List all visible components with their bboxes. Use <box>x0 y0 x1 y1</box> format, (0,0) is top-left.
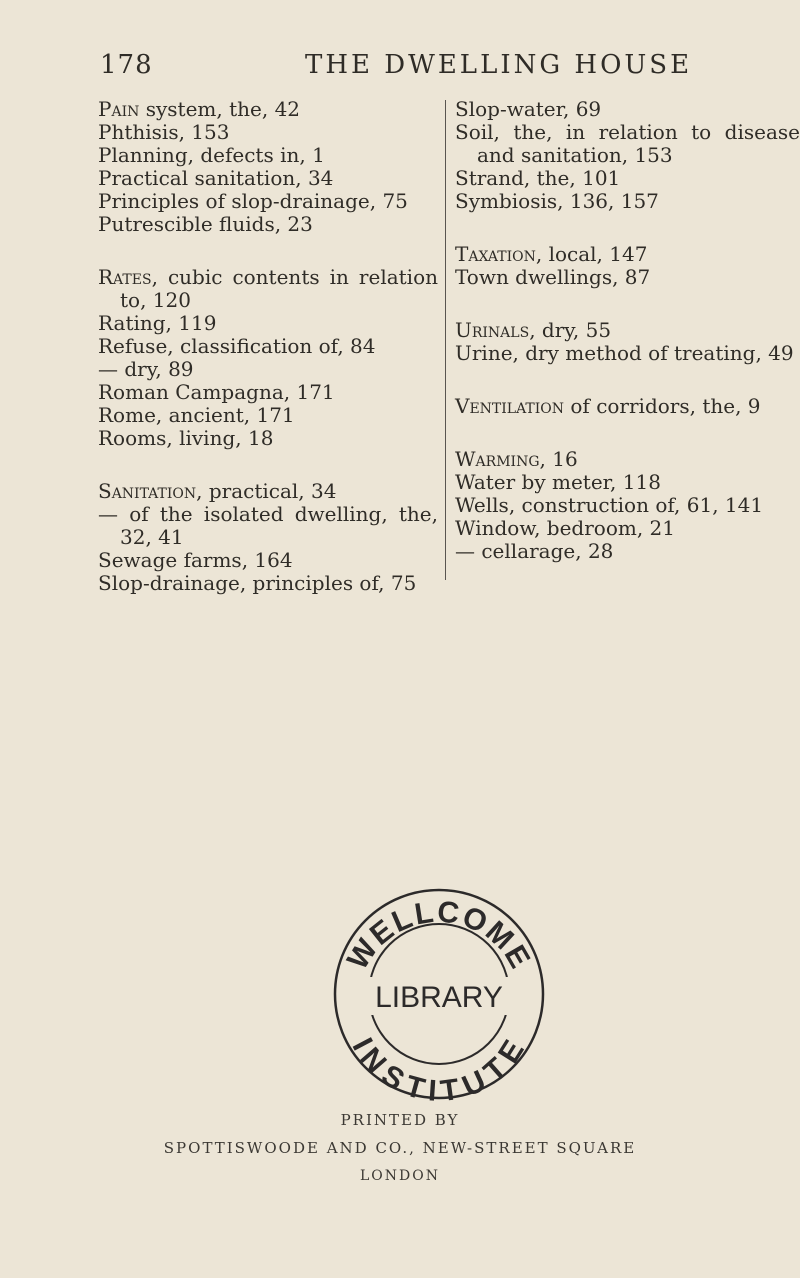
index-entry <box>455 266 800 289</box>
index-group <box>98 98 438 236</box>
index-entry <box>98 549 438 572</box>
index-entry <box>455 471 800 494</box>
index-entry-text: Slop-drainage, principles of, 75 <box>98 571 417 595</box>
index-entry-text: Rooms, living, 18 <box>98 426 274 450</box>
index-entry-text: system, the, 42 <box>139 97 301 121</box>
index-entry <box>98 381 438 404</box>
index-entry-lead: Sanitation <box>98 479 197 503</box>
index-group <box>455 395 800 418</box>
index-entry <box>98 213 438 236</box>
imprint-line-3: LONDON <box>360 1168 440 1184</box>
running-title: THE DWELLING HOUSE <box>305 50 693 80</box>
index-entry <box>98 266 438 312</box>
index-entry-text: , dry, 55 <box>529 318 612 342</box>
index-entry-text: of corridors, the, 9 <box>564 394 761 418</box>
index-entry-text: Refuse, classification of, 84 <box>98 334 376 358</box>
index-entry-text: Town dwellings, 87 <box>455 265 651 289</box>
index-entry-lead: Rates <box>98 265 152 289</box>
index-entry-lead: Taxation <box>455 242 536 266</box>
index-entry-text: Putrescible fluids, 23 <box>98 212 313 236</box>
index-entry-lead: Urinals <box>455 318 530 342</box>
index-column-left <box>98 98 438 625</box>
index-entry <box>455 121 800 167</box>
index-entry-text: , 16 <box>539 447 578 471</box>
index-entry <box>98 167 438 190</box>
index-entry-text: Urine, dry method of treating, 49 <box>455 341 794 365</box>
index-entry <box>98 335 438 358</box>
index-entry <box>98 572 438 595</box>
index-entry-lead: Warming <box>455 447 540 471</box>
index-entry-text: Phthisis, 153 <box>98 120 230 144</box>
index-entry-text: Rome, ancient, 171 <box>98 403 295 427</box>
index-entry-text: Soil, the, in relation to disease and sanitation, 153 <box>455 120 800 167</box>
index-entry-text: Practical sanitation, 34 <box>98 166 334 190</box>
index-column-right <box>455 98 800 593</box>
index-entry-text: , local, 147 <box>535 242 648 266</box>
index-group <box>98 480 438 595</box>
index-entry <box>98 427 438 450</box>
library-stamp <box>330 885 548 1103</box>
index-entry <box>98 358 438 381</box>
index-entry-text: Slop-water, 69 <box>455 97 602 121</box>
column-divider <box>445 100 446 580</box>
index-entry-text: Rating, 119 <box>98 311 217 335</box>
index-entry <box>455 540 800 563</box>
stamp-top-arc: WELLCOME <box>341 895 538 976</box>
index-entry <box>98 503 438 549</box>
index-entry <box>455 167 800 190</box>
index-entry-text: Strand, the, 101 <box>455 166 621 190</box>
index-entry-text: , practical, 34 <box>196 479 337 503</box>
index-entry-text: Water by meter, 118 <box>455 470 661 494</box>
index-entry-text: , cubic contents in relation to, 120 <box>120 265 438 312</box>
index-entry <box>455 319 800 342</box>
index-entry <box>455 190 800 213</box>
index-group <box>455 448 800 563</box>
index-entry <box>455 342 800 365</box>
index-entry-text: Principles of slop-drainage, 75 <box>98 189 408 213</box>
index-entry <box>455 494 800 517</box>
imprint-line-2: SPOTTISWOODE AND CO., NEW-STREET SQUARE <box>163 1139 637 1157</box>
index-entry <box>455 517 800 540</box>
stamp-bottom-arc: INSTITUTE <box>345 1032 532 1103</box>
index-entry-text: Window, bedroom, 21 <box>455 516 675 540</box>
stamp-center: LIBRARY <box>375 981 503 1014</box>
index-entry <box>98 404 438 427</box>
index-entry <box>98 144 438 167</box>
index-entry <box>98 312 438 335</box>
index-entry <box>98 190 438 213</box>
imprint-line-1: PRINTED BY <box>340 1111 460 1129</box>
index-entry <box>98 98 438 121</box>
index-entry-text: — dry, 89 <box>98 357 194 381</box>
index-entry <box>455 98 800 121</box>
page-number: 178 <box>100 50 153 80</box>
index-entry-text: Symbiosis, 136, 157 <box>455 189 659 213</box>
index-entry-text: Roman Campagna, 171 <box>98 380 335 404</box>
index-entry <box>98 480 438 503</box>
index-group <box>98 266 438 450</box>
index-entry <box>98 121 438 144</box>
index-entry <box>455 395 800 418</box>
page-header <box>0 50 800 86</box>
index-entry-lead: Pain <box>98 97 140 121</box>
index-entry <box>455 448 800 471</box>
index-group <box>455 243 800 289</box>
printer-imprint <box>0 1108 800 1188</box>
index-entry <box>455 243 800 266</box>
index-entry-text: — of the isolated dwelling, the, 32, 41 <box>98 502 438 549</box>
index-entry-lead: Ventilation <box>455 394 565 418</box>
index-entry-text: Sewage farms, 164 <box>98 548 293 572</box>
index-entry-text: — cellarage, 28 <box>455 539 614 563</box>
index-group <box>455 98 800 213</box>
index-group <box>455 319 800 365</box>
index-entry-text: Planning, defects in, 1 <box>98 143 325 167</box>
index-entry-text: Wells, construction of, 61, 141 <box>455 493 764 517</box>
